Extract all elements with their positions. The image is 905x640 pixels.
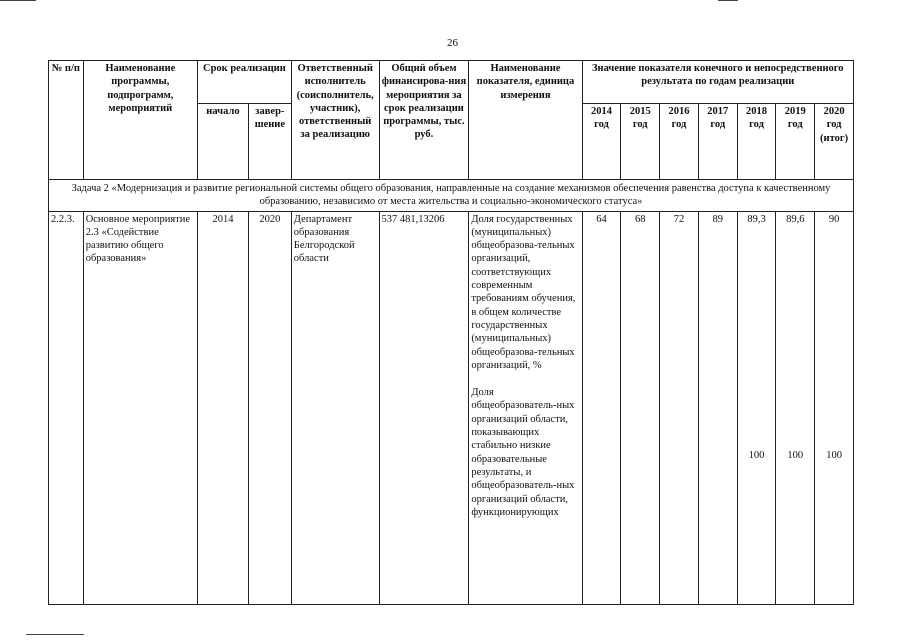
value-2017-ind1: 89 [712,213,723,225]
value-2014-ind1: 64 [596,213,607,225]
row-num: 2.2.3. [49,211,84,604]
header-executor: Ответственный исполнитель (соисполнитель, участник), ответственный за реализацию [291,61,379,180]
header-year-2019: 2019 год [776,104,815,180]
top-edge-line-left [0,0,36,1]
header-values-title: Значение показателя конечного и непосредственного результата по годам реализации [582,61,853,104]
value-2018 [737,211,776,604]
indicator-1-text: Доля государственных (муниципальных) общеобразова-тельных организаций, соответствующих современным требованиям обучения, в общем количестве государственных (муниципальных) общеобразова-тельных организаций, % [471,213,576,371]
row-funding: 537 481,13206 [379,211,469,604]
header-num: № п/п [49,61,84,180]
header-year-2018: 2018 год [737,104,776,180]
header-indicator: Наименование показателя, единица измерения [469,61,582,180]
row-indicators [469,211,582,604]
header-year-2016: 2016 год [660,104,699,180]
value-2015-ind1: 68 [634,213,646,225]
header-term: Срок реализации [197,61,291,104]
row-start: 2014 [197,211,248,604]
header-year-2017: 2017 год [698,104,737,180]
header-funding: Общий объем финансирова-ния мероприятия за срок реализации программы, тыс. руб. [379,61,469,180]
header-name: Наименование программы, подпрограмм, мероприятий [83,61,197,180]
task-title: Задача 2 «Модернизация и развитие региональной системы общего образования, направленные на создание механизмов обеспечения равенства доступа к качественному образованию, независимо от места жительства и социально-экономического статуса» [49,180,854,212]
value-2020 [815,211,854,604]
header-year-2014: 2014 год [582,104,621,180]
value-2014 [582,211,621,604]
row-name: Основное мероприятие 2.3 «Содействие развитию общего образования» [83,211,197,604]
value-2019-ind2: 100 [787,449,804,461]
value-2018-ind1: 89,3 [747,213,766,225]
footnote-line [26,634,84,635]
value-2015 [621,211,660,604]
value-2016 [660,211,699,604]
page-number: 26 [447,37,458,49]
header-term-start: начало [197,104,248,180]
value-2017 [698,211,737,604]
top-edge-line-right [718,0,738,1]
row-end: 2020 [248,211,291,604]
indicator-2-text: Доля общеобразователь-ных организаций области, показывающих стабильно низкие образовательные результаты, и общеобразователь-ных организаций области, функционирующих [471,387,575,518]
value-2018-ind2: 100 [748,449,765,461]
header-year-2015: 2015 год [621,104,660,180]
table-row [49,211,854,604]
value-2020-ind1: 90 [828,213,840,225]
value-2020-ind2: 100 [826,449,842,461]
header-year-2020: 2020 год (итог) [815,104,854,180]
indicators-table [48,60,854,605]
header-row-1 [49,61,854,104]
task-row [49,180,854,212]
row-executor: Департамент образования Белгородской области [291,211,379,604]
value-2016-ind1: 72 [673,213,685,225]
value-2019-ind1: 89,6 [786,213,805,225]
value-2019 [776,211,815,604]
header-term-end: завер-шение [248,104,291,180]
document-page [48,60,854,605]
